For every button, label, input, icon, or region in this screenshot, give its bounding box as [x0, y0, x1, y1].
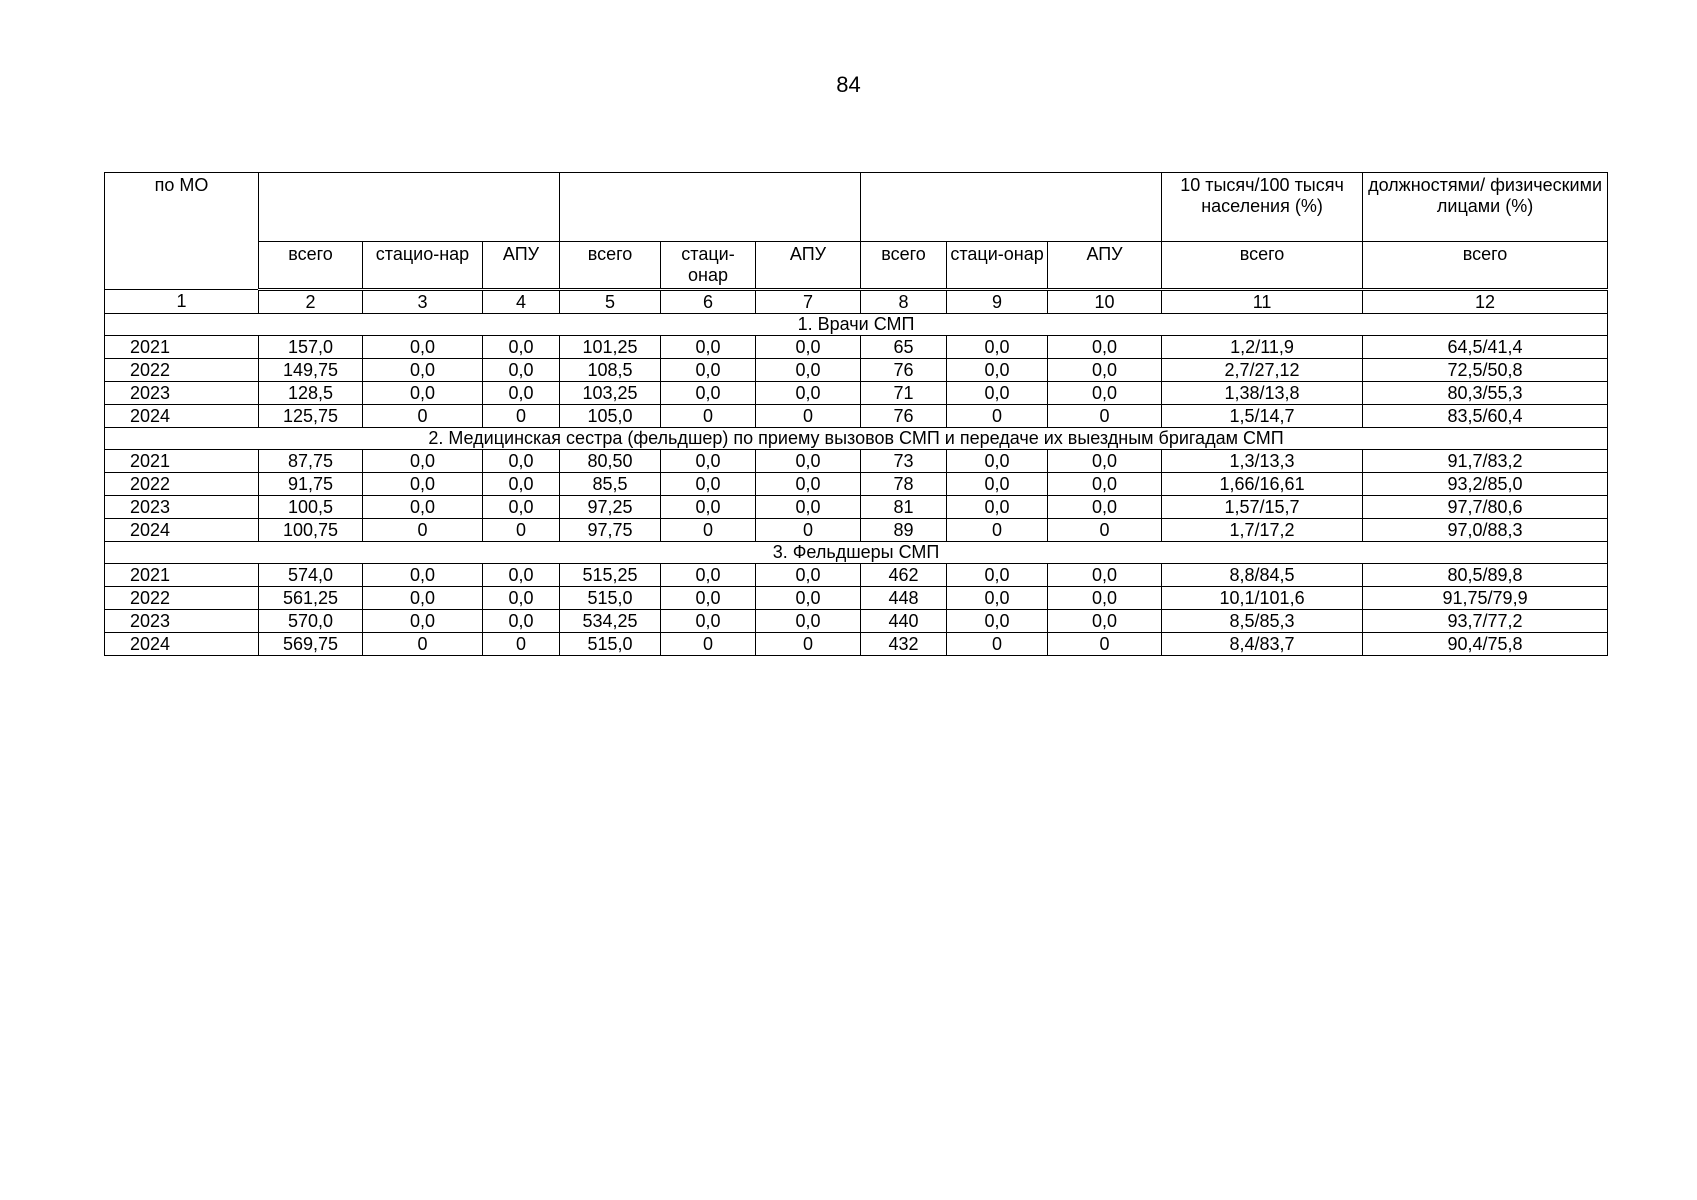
value-cell: 10,1/101,6 [1162, 587, 1363, 610]
value-cell: 0 [947, 405, 1048, 428]
value-cell: 73 [861, 450, 947, 473]
value-cell: 0 [363, 633, 483, 656]
value-cell: 0,0 [1048, 610, 1162, 633]
table-row [105, 382, 1608, 405]
value-cell: 0,0 [661, 336, 756, 359]
value-cell: 0,0 [483, 450, 560, 473]
value-cell: 0,0 [661, 359, 756, 382]
year-cell: 2022 [105, 359, 259, 382]
value-cell: 149,75 [259, 359, 363, 382]
value-cell: 0 [756, 633, 861, 656]
value-cell: 97,75 [560, 519, 661, 542]
header-row-sub [105, 242, 1608, 290]
value-cell: 574,0 [259, 564, 363, 587]
value-cell: 0,0 [1048, 450, 1162, 473]
header-cell-per-population: 10 тысяч/100 тысяч населения (%) [1162, 173, 1363, 242]
header-sub-cell: всего [1162, 242, 1363, 290]
value-cell: 0,0 [947, 587, 1048, 610]
value-cell: 0,0 [483, 336, 560, 359]
column-number-cell: 10 [1048, 290, 1162, 314]
value-cell: 78 [861, 473, 947, 496]
value-cell: 462 [861, 564, 947, 587]
value-cell: 0 [661, 519, 756, 542]
column-number-row [105, 290, 1608, 314]
value-cell: 0,0 [363, 473, 483, 496]
column-number-cell: 9 [947, 290, 1048, 314]
value-cell: 93,7/77,2 [1363, 610, 1608, 633]
value-cell: 0,0 [363, 382, 483, 405]
value-cell: 0,0 [483, 382, 560, 405]
value-cell: 80,5/89,8 [1363, 564, 1608, 587]
value-cell: 89 [861, 519, 947, 542]
value-cell: 515,25 [560, 564, 661, 587]
year-cell: 2022 [105, 587, 259, 610]
value-cell: 1,66/16,61 [1162, 473, 1363, 496]
header-sub-cell: всего [861, 242, 947, 290]
value-cell: 0,0 [661, 382, 756, 405]
value-cell: 0,0 [363, 336, 483, 359]
value-cell: 0,0 [661, 496, 756, 519]
header-sub-cell: стаци-онар [947, 242, 1048, 290]
value-cell: 1,5/14,7 [1162, 405, 1363, 428]
header-cell-positions-persons: должностями/ физическими лицами (%) [1363, 173, 1608, 242]
year-cell: 2023 [105, 496, 259, 519]
value-cell: 0,0 [483, 587, 560, 610]
section-title: 2. Медицинская сестра (фельдшер) по приему вызовов СМП и передаче их выездным бригадам СМП [105, 428, 1608, 450]
value-cell: 0 [363, 519, 483, 542]
year-cell: 2022 [105, 473, 259, 496]
header-group-1 [259, 173, 560, 242]
value-cell: 72,5/50,8 [1363, 359, 1608, 382]
column-number-cell: 6 [661, 290, 756, 314]
value-cell: 1,57/15,7 [1162, 496, 1363, 519]
table-row [105, 473, 1608, 496]
column-number-cell: 8 [861, 290, 947, 314]
value-cell: 0,0 [756, 359, 861, 382]
value-cell: 1,38/13,8 [1162, 382, 1363, 405]
section-header-row [105, 428, 1608, 450]
value-cell: 91,7/83,2 [1363, 450, 1608, 473]
value-cell: 71 [861, 382, 947, 405]
table-row [105, 564, 1608, 587]
value-cell: 0 [756, 405, 861, 428]
value-cell: 101,25 [560, 336, 661, 359]
table-row [105, 519, 1608, 542]
value-cell: 0 [661, 405, 756, 428]
table-row [105, 587, 1608, 610]
value-cell: 76 [861, 359, 947, 382]
value-cell: 0 [363, 405, 483, 428]
table-row [105, 450, 1608, 473]
value-cell: 0,0 [756, 496, 861, 519]
year-cell: 2024 [105, 519, 259, 542]
value-cell: 0,0 [756, 336, 861, 359]
column-number-cell: 5 [560, 290, 661, 314]
value-cell: 80,50 [560, 450, 661, 473]
value-cell: 0,0 [363, 610, 483, 633]
value-cell: 76 [861, 405, 947, 428]
year-cell: 2021 [105, 450, 259, 473]
value-cell: 0 [1048, 405, 1162, 428]
section-title: 1. Врачи СМП [105, 314, 1608, 336]
value-cell: 1,3/13,3 [1162, 450, 1363, 473]
value-cell: 534,25 [560, 610, 661, 633]
staffing-table [104, 172, 1608, 656]
value-cell: 515,0 [560, 587, 661, 610]
value-cell: 0,0 [947, 382, 1048, 405]
value-cell: 157,0 [259, 336, 363, 359]
table-row [105, 336, 1608, 359]
value-cell: 103,25 [560, 382, 661, 405]
value-cell: 0,0 [363, 496, 483, 519]
value-cell: 0 [947, 519, 1048, 542]
value-cell: 8,4/83,7 [1162, 633, 1363, 656]
value-cell: 0,0 [1048, 473, 1162, 496]
value-cell: 93,2/85,0 [1363, 473, 1608, 496]
value-cell: 0,0 [661, 473, 756, 496]
section-header-row [105, 314, 1608, 336]
value-cell: 0 [483, 405, 560, 428]
value-cell: 0,0 [1048, 382, 1162, 405]
value-cell: 0,0 [947, 336, 1048, 359]
value-cell: 0,0 [947, 450, 1048, 473]
value-cell: 0 [756, 519, 861, 542]
value-cell: 0,0 [483, 496, 560, 519]
column-number-cell: 7 [756, 290, 861, 314]
value-cell: 97,0/88,3 [1363, 519, 1608, 542]
header-group-2 [560, 173, 861, 242]
value-cell: 8,8/84,5 [1162, 564, 1363, 587]
value-cell: 0,0 [661, 610, 756, 633]
value-cell: 0,0 [756, 564, 861, 587]
value-cell: 0,0 [661, 564, 756, 587]
value-cell: 440 [861, 610, 947, 633]
value-cell: 0 [947, 633, 1048, 656]
value-cell: 0,0 [947, 496, 1048, 519]
value-cell: 0,0 [756, 610, 861, 633]
header-sub-cell: АПУ [1048, 242, 1162, 290]
value-cell: 515,0 [560, 633, 661, 656]
value-cell: 0,0 [756, 473, 861, 496]
year-cell: 2024 [105, 405, 259, 428]
value-cell: 0 [483, 519, 560, 542]
header-cell-mo: по МО [105, 173, 259, 290]
value-cell: 0,0 [661, 450, 756, 473]
header-group-3 [861, 173, 1162, 242]
year-cell: 2024 [105, 633, 259, 656]
column-number-cell: 3 [363, 290, 483, 314]
value-cell: 0 [661, 633, 756, 656]
value-cell: 125,75 [259, 405, 363, 428]
value-cell: 0,0 [1048, 359, 1162, 382]
value-cell: 90,4/75,8 [1363, 633, 1608, 656]
column-number-cell: 12 [1363, 290, 1608, 314]
year-cell: 2023 [105, 610, 259, 633]
value-cell: 100,5 [259, 496, 363, 519]
value-cell: 0,0 [483, 610, 560, 633]
header-sub-cell: всего [259, 242, 363, 290]
value-cell: 0,0 [1048, 336, 1162, 359]
value-cell: 85,5 [560, 473, 661, 496]
value-cell: 0,0 [947, 564, 1048, 587]
table-body [105, 290, 1608, 656]
table-row [105, 496, 1608, 519]
value-cell: 80,3/55,3 [1363, 382, 1608, 405]
header-row-top [105, 173, 1608, 242]
value-cell: 0,0 [1048, 564, 1162, 587]
value-cell: 432 [861, 633, 947, 656]
value-cell: 0,0 [756, 382, 861, 405]
value-cell: 128,5 [259, 382, 363, 405]
year-cell: 2021 [105, 564, 259, 587]
value-cell: 0,0 [363, 359, 483, 382]
value-cell: 0,0 [947, 610, 1048, 633]
header-sub-cell: всего [1363, 242, 1608, 290]
table-row [105, 359, 1608, 382]
value-cell: 2,7/27,12 [1162, 359, 1363, 382]
value-cell: 91,75 [259, 473, 363, 496]
header-sub-cell: стацио-нар [363, 242, 483, 290]
value-cell: 569,75 [259, 633, 363, 656]
value-cell: 0,0 [1048, 496, 1162, 519]
value-cell: 0,0 [483, 473, 560, 496]
value-cell: 87,75 [259, 450, 363, 473]
value-cell: 65 [861, 336, 947, 359]
value-cell: 105,0 [560, 405, 661, 428]
value-cell: 0,0 [947, 473, 1048, 496]
value-cell: 0 [1048, 519, 1162, 542]
value-cell: 561,25 [259, 587, 363, 610]
value-cell: 97,7/80,6 [1363, 496, 1608, 519]
page-number: 84 [836, 72, 861, 97]
value-cell: 0 [1048, 633, 1162, 656]
value-cell: 0,0 [363, 564, 483, 587]
value-cell: 0,0 [1048, 587, 1162, 610]
section-title: 3. Фельдшеры СМП [105, 542, 1608, 564]
value-cell: 0,0 [661, 587, 756, 610]
header-sub-cell: стаци-онар [661, 242, 756, 290]
value-cell: 0,0 [756, 450, 861, 473]
table-row [105, 633, 1608, 656]
value-cell: 100,75 [259, 519, 363, 542]
header-sub-cell: АПУ [756, 242, 861, 290]
value-cell: 83,5/60,4 [1363, 405, 1608, 428]
table-row [105, 610, 1608, 633]
value-cell: 91,75/79,9 [1363, 587, 1608, 610]
table-row [105, 405, 1608, 428]
year-cell: 2021 [105, 336, 259, 359]
value-cell: 1,2/11,9 [1162, 336, 1363, 359]
value-cell: 81 [861, 496, 947, 519]
column-number-cell: 4 [483, 290, 560, 314]
value-cell: 0,0 [947, 359, 1048, 382]
year-cell: 2023 [105, 382, 259, 405]
value-cell: 64,5/41,4 [1363, 336, 1608, 359]
value-cell: 1,7/17,2 [1162, 519, 1363, 542]
value-cell: 0 [483, 633, 560, 656]
value-cell: 448 [861, 587, 947, 610]
column-number-cell: 11 [1162, 290, 1363, 314]
value-cell: 0,0 [363, 450, 483, 473]
value-cell: 0,0 [483, 564, 560, 587]
value-cell: 0,0 [483, 359, 560, 382]
value-cell: 0,0 [756, 587, 861, 610]
value-cell: 108,5 [560, 359, 661, 382]
value-cell: 570,0 [259, 610, 363, 633]
header-sub-cell: всего [560, 242, 661, 290]
section-header-row [105, 542, 1608, 564]
column-number-cell: 1 [105, 290, 259, 314]
column-number-cell: 2 [259, 290, 363, 314]
header-sub-cell: АПУ [483, 242, 560, 290]
value-cell: 8,5/85,3 [1162, 610, 1363, 633]
value-cell: 0,0 [363, 587, 483, 610]
value-cell: 97,25 [560, 496, 661, 519]
